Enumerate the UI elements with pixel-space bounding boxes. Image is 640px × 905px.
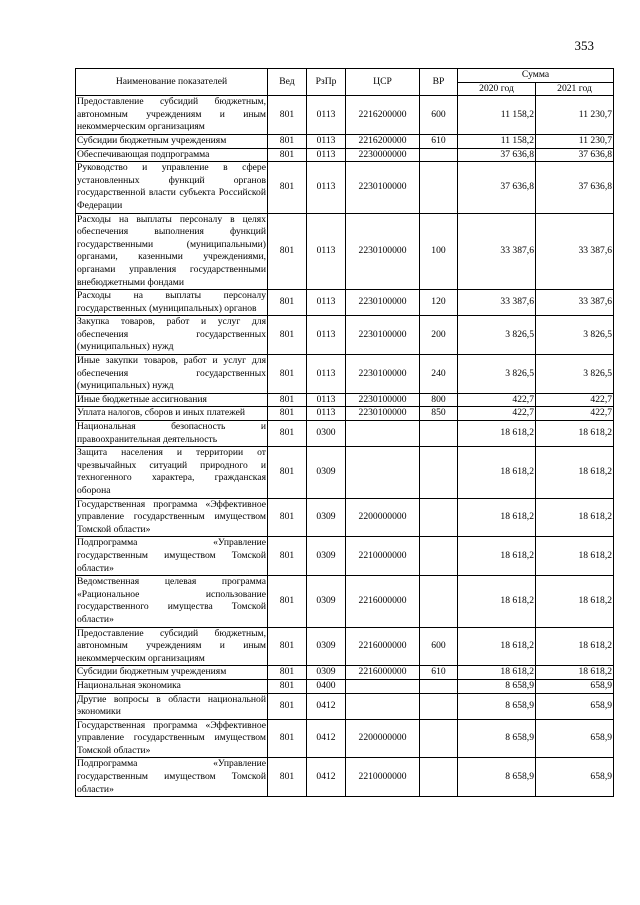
cell-name: Иные закупки товаров, работ и услуг для обеспечения государственных (муниципальных) нужд: [76, 355, 268, 394]
cell-name: Иные бюджетные ассигнования: [76, 393, 268, 407]
cell-sum-2020: 3 826,5: [458, 355, 536, 394]
cell-sum-2020: 33 387,6: [458, 290, 536, 316]
cell-name: Руководство и управление в сфере установленных функций органов государственной власти субъекта Российской Федерации: [76, 162, 268, 213]
cell-sum-2020: 18 618,2: [458, 421, 536, 447]
cell-ved: 801: [268, 148, 307, 162]
cell-rzpr: 0309: [307, 576, 346, 627]
cell-name: Субсидии бюджетным учреждениям: [76, 134, 268, 148]
cell-vr: 610: [420, 666, 458, 680]
budget-table: [75, 68, 614, 797]
cell-csr: 2200000000: [346, 498, 420, 537]
cell-rzpr: 0412: [307, 693, 346, 719]
cell-sum-2021: 11 230,7: [536, 96, 614, 135]
cell-sum-2021: 658,9: [536, 693, 614, 719]
header-name: Наименование показателей: [76, 69, 268, 96]
cell-sum-2021: 18 618,2: [536, 576, 614, 627]
cell-sum-2021: 18 618,2: [536, 498, 614, 537]
cell-vr: 100: [420, 213, 458, 290]
cell-csr: 2230100000: [346, 355, 420, 394]
cell-name: Подпрограмма «Управление государственным имуществом Томской области»: [76, 537, 268, 576]
cell-sum-2020: 37 636,8: [458, 162, 536, 213]
cell-rzpr: 0400: [307, 679, 346, 693]
cell-vr: 850: [420, 407, 458, 421]
table-row: [76, 96, 614, 135]
cell-sum-2021: 37 636,8: [536, 148, 614, 162]
cell-sum-2020: 8 658,9: [458, 693, 536, 719]
cell-rzpr: 0113: [307, 355, 346, 394]
cell-rzpr: 0113: [307, 290, 346, 316]
cell-sum-2021: 18 618,2: [536, 421, 614, 447]
cell-sum-2021: 33 387,6: [536, 290, 614, 316]
cell-csr: 2230000000: [346, 148, 420, 162]
header-ved: Вед: [268, 69, 307, 96]
cell-sum-2021: 33 387,6: [536, 213, 614, 290]
cell-sum-2021: 18 618,2: [536, 666, 614, 680]
cell-name: Субсидии бюджетным учреждениям: [76, 666, 268, 680]
cell-rzpr: 0113: [307, 162, 346, 213]
cell-ved: 801: [268, 576, 307, 627]
table-row: [76, 627, 614, 666]
cell-ved: 801: [268, 693, 307, 719]
cell-name: Расходы на выплаты персоналу государственных (муниципальных) органов: [76, 290, 268, 316]
cell-sum-2020: 422,7: [458, 407, 536, 421]
cell-csr: 2230100000: [346, 393, 420, 407]
cell-csr: [346, 679, 420, 693]
cell-sum-2020: 11 158,2: [458, 96, 536, 135]
table-body: [76, 96, 614, 797]
table-row: [76, 537, 614, 576]
table-row: [76, 693, 614, 719]
cell-rzpr: 0309: [307, 666, 346, 680]
cell-name: Предоставление субсидий бюджетным, автономным учреждениям и иным некоммерческим организациям: [76, 627, 268, 666]
table-row: [76, 447, 614, 498]
cell-name: Подпрограмма «Управление государственным имуществом Томской области»: [76, 758, 268, 797]
cell-sum-2021: 11 230,7: [536, 134, 614, 148]
cell-csr: 2230100000: [346, 407, 420, 421]
cell-sum-2021: 3 826,5: [536, 355, 614, 394]
cell-ved: 801: [268, 537, 307, 576]
cell-vr: 600: [420, 96, 458, 135]
cell-sum-2020: 18 618,2: [458, 498, 536, 537]
cell-ved: 801: [268, 666, 307, 680]
cell-ved: 801: [268, 162, 307, 213]
table-row: [76, 393, 614, 407]
cell-rzpr: 0113: [307, 407, 346, 421]
cell-sum-2021: 3 826,5: [536, 316, 614, 355]
header-year-2020: 2020 год: [458, 82, 536, 96]
cell-ved: 801: [268, 96, 307, 135]
cell-sum-2020: 18 618,2: [458, 666, 536, 680]
cell-vr: 240: [420, 355, 458, 394]
cell-csr: 2230100000: [346, 316, 420, 355]
cell-vr: 120: [420, 290, 458, 316]
table-row: [76, 666, 614, 680]
cell-vr: 800: [420, 393, 458, 407]
cell-rzpr: 0309: [307, 537, 346, 576]
table-row: [76, 162, 614, 213]
cell-vr: [420, 693, 458, 719]
cell-vr: [420, 162, 458, 213]
cell-csr: 2230100000: [346, 213, 420, 290]
table-row: [76, 758, 614, 797]
cell-rzpr: 0113: [307, 213, 346, 290]
cell-vr: 200: [420, 316, 458, 355]
cell-sum-2021: 18 618,2: [536, 447, 614, 498]
cell-sum-2021: 658,9: [536, 758, 614, 797]
header-year-2021: 2021 год: [536, 82, 614, 96]
cell-vr: [420, 421, 458, 447]
table-row: [76, 316, 614, 355]
cell-csr: 2210000000: [346, 537, 420, 576]
cell-sum-2020: 8 658,9: [458, 719, 536, 758]
cell-vr: [420, 537, 458, 576]
table-row: [76, 407, 614, 421]
page-number: 353: [574, 38, 594, 53]
cell-name: Расходы на выплаты персоналу в целях обеспечения выполнения функций государственными (муниципальными) органами, казенными учреждениями, органами управления государственными внебюджетными фондами: [76, 213, 268, 290]
table-row: [76, 719, 614, 758]
cell-name: Государственная программа «Эффективное управление государственным имуществом Томской области»: [76, 719, 268, 758]
cell-sum-2020: 18 618,2: [458, 627, 536, 666]
cell-csr: 2230100000: [346, 162, 420, 213]
cell-ved: 801: [268, 213, 307, 290]
cell-sum-2020: 11 158,2: [458, 134, 536, 148]
cell-name: Национальная экономика: [76, 679, 268, 693]
cell-csr: 2200000000: [346, 719, 420, 758]
cell-rzpr: 0113: [307, 96, 346, 135]
cell-sum-2020: 8 658,9: [458, 758, 536, 797]
cell-name: Другие вопросы в области национальной экономики: [76, 693, 268, 719]
cell-sum-2021: 422,7: [536, 407, 614, 421]
cell-ved: 801: [268, 498, 307, 537]
cell-vr: [420, 576, 458, 627]
cell-csr: 2216000000: [346, 627, 420, 666]
cell-sum-2020: 18 618,2: [458, 537, 536, 576]
cell-name: Закупка товаров, работ и услуг для обеспечения государственных (муниципальных) нужд: [76, 316, 268, 355]
table-row: [76, 148, 614, 162]
cell-ved: 801: [268, 447, 307, 498]
cell-ved: 801: [268, 407, 307, 421]
cell-rzpr: 0412: [307, 758, 346, 797]
table-row: [76, 134, 614, 148]
cell-name: Ведомственная целевая программа «Рациональное использование государственного имущества Томской области»: [76, 576, 268, 627]
cell-sum-2020: 3 826,5: [458, 316, 536, 355]
cell-sum-2020: 37 636,8: [458, 148, 536, 162]
cell-rzpr: 0309: [307, 498, 346, 537]
cell-ved: 801: [268, 355, 307, 394]
cell-csr: [346, 693, 420, 719]
table-row: [76, 213, 614, 290]
cell-rzpr: 0113: [307, 134, 346, 148]
cell-ved: 801: [268, 719, 307, 758]
cell-csr: 2216200000: [346, 96, 420, 135]
cell-sum-2020: 422,7: [458, 393, 536, 407]
table-row: [76, 679, 614, 693]
cell-vr: [420, 447, 458, 498]
table-row: [76, 498, 614, 537]
cell-name: Защита населения и территории от чрезвычайных ситуаций природного и техногенного характера, гражданская оборона: [76, 447, 268, 498]
cell-vr: [420, 498, 458, 537]
cell-rzpr: 0113: [307, 393, 346, 407]
cell-vr: [420, 719, 458, 758]
cell-ved: 801: [268, 290, 307, 316]
table-row: [76, 290, 614, 316]
table-row: [76, 355, 614, 394]
cell-vr: [420, 758, 458, 797]
cell-csr: [346, 447, 420, 498]
cell-csr: 2210000000: [346, 758, 420, 797]
cell-ved: 801: [268, 627, 307, 666]
cell-vr: 600: [420, 627, 458, 666]
header-rzpr: РзПр: [307, 69, 346, 96]
cell-sum-2021: 658,9: [536, 719, 614, 758]
cell-rzpr: 0113: [307, 316, 346, 355]
cell-sum-2020: 18 618,2: [458, 576, 536, 627]
cell-sum-2021: 37 636,8: [536, 162, 614, 213]
cell-rzpr: 0309: [307, 627, 346, 666]
cell-csr: [346, 421, 420, 447]
cell-name: Уплата налогов, сборов и иных платежей: [76, 407, 268, 421]
cell-name: Государственная программа «Эффективное управление государственным имуществом Томской области»: [76, 498, 268, 537]
cell-ved: 801: [268, 679, 307, 693]
cell-csr: 2230100000: [346, 290, 420, 316]
cell-rzpr: 0309: [307, 447, 346, 498]
cell-rzpr: 0113: [307, 148, 346, 162]
header-csr: ЦСР: [346, 69, 420, 96]
cell-sum-2020: 33 387,6: [458, 213, 536, 290]
cell-sum-2020: 8 658,9: [458, 679, 536, 693]
cell-name: Предоставление субсидий бюджетным, автономным учреждениям и иным некоммерческим организациям: [76, 96, 268, 135]
cell-rzpr: 0300: [307, 421, 346, 447]
cell-sum-2021: 422,7: [536, 393, 614, 407]
header-sum: Сумма: [458, 69, 614, 83]
cell-ved: 801: [268, 316, 307, 355]
cell-sum-2020: 18 618,2: [458, 447, 536, 498]
cell-sum-2021: 658,9: [536, 679, 614, 693]
cell-vr: [420, 148, 458, 162]
cell-name: Национальная безопасность и правоохранительная деятельность: [76, 421, 268, 447]
cell-ved: 801: [268, 421, 307, 447]
cell-sum-2021: 18 618,2: [536, 627, 614, 666]
table-row: [76, 576, 614, 627]
header-vr: ВР: [420, 69, 458, 96]
table-row: [76, 421, 614, 447]
cell-csr: 2216200000: [346, 134, 420, 148]
cell-ved: 801: [268, 393, 307, 407]
cell-ved: 801: [268, 134, 307, 148]
cell-ved: 801: [268, 758, 307, 797]
cell-vr: 610: [420, 134, 458, 148]
cell-vr: [420, 679, 458, 693]
cell-sum-2021: 18 618,2: [536, 537, 614, 576]
cell-rzpr: 0412: [307, 719, 346, 758]
cell-csr: 2216000000: [346, 576, 420, 627]
cell-csr: 2216000000: [346, 666, 420, 680]
cell-name: Обеспечивающая подпрограмма: [76, 148, 268, 162]
